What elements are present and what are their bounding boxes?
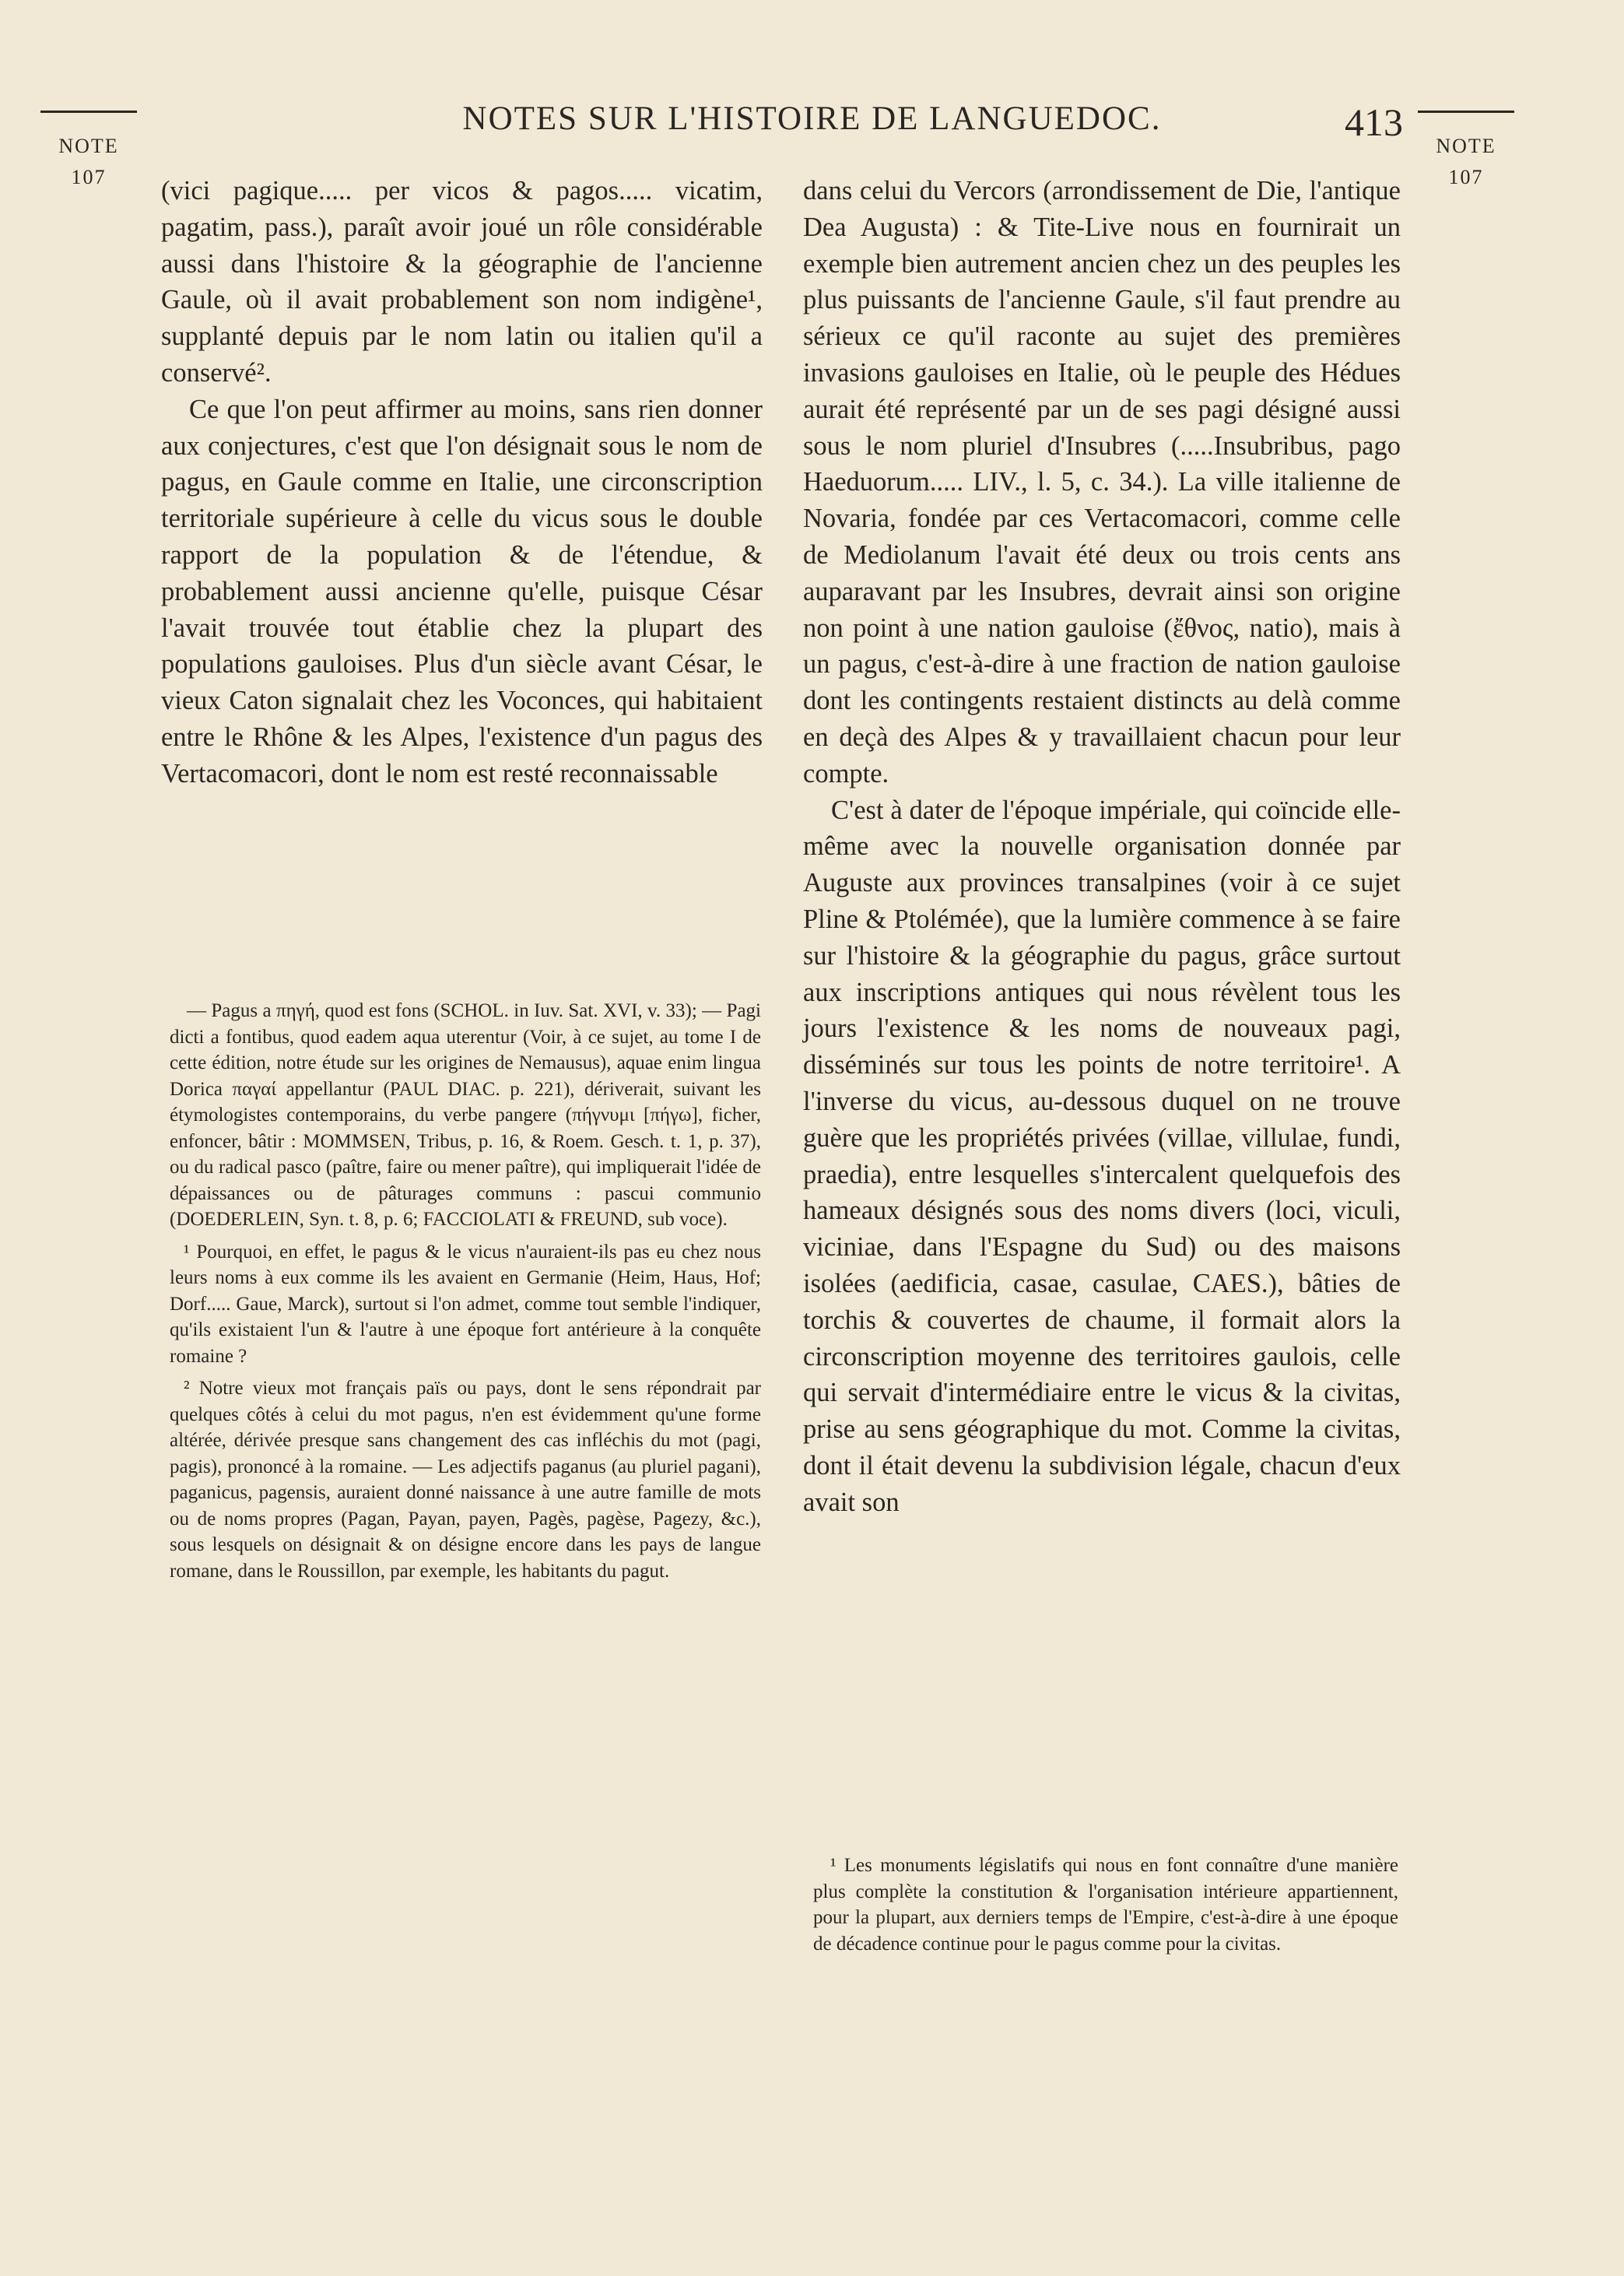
right-margin-label: NOTE bbox=[1436, 135, 1496, 157]
left-margin-number: 107 bbox=[71, 166, 107, 188]
footnote-right-1: ¹ Les monuments législatifs qui nous en font connaître d'une manière plus complète la constitution & l'organisation intérieure appartiennent, pour la plupart, aux derniers temps de l'Empire, c'est-à-dire à une époque de décadence continue pour le pagus comme pour la civitas. bbox=[813, 1855, 1398, 1955]
running-title: NOTES SUR L'HISTOIRE DE LANGUEDOC. bbox=[462, 100, 1162, 137]
left-margin-label: NOTE bbox=[58, 135, 119, 157]
right-margin-note bbox=[1418, 131, 1514, 193]
left-paragraph-1: (vici pagique..... per vicos & pagos..... vicatim, pagatim, pass.), paraît avoir joué un rôle considérable aussi dans l'histoire & la géographie de l'ancienne Gaule, où il avait probablement son nom indigène¹, supplanté depuis par le nom latin ou italien qu'il a conservé². bbox=[161, 176, 763, 388]
right-paragraph-1: dans celui du Vercors (arrondissement de Die, l'antique Dea Augusta) : & Tite-Live nous en fournirait un exemple bien autrement ancien chez un des peuples les plus puissants de l'ancienne Gaule, s'il faut prendre au sérieux ce qu'il raconte au sujet des premières invasions gauloises en Italie, où le peuple des Hédues aurait été représenté par un de ses pagi désigné aussi sous le nom pluriel d'Insubres (.....Insubribus, pago Haeduorum..... LIV., l. 5, c. 34.). La ville italienne de Novaria, fondée par ces Vertacomacori, comme celle de Mediolanum l'avait été deux ou trois cents ans auparavant par les Insubres, devrait ainsi son origine non point à une nation gauloise (ἔθνος, natio), mais à un pagus, c'est-à-dire à une fraction de nation gauloise dont les contingents restaient distincts au delà comme en deçà des Alpes & y travaillaient chacun pour leur compte. bbox=[803, 176, 1401, 789]
page-number: 413 bbox=[1345, 100, 1403, 144]
right-margin-rule bbox=[1418, 111, 1514, 113]
footnote-1: ¹ Pourquoi, en effet, le pagus & le vicus n'auraient-ils pas eu chez nous leurs noms à eux comme ils les avaient en Germanie (Heim, Haus, Hof; Dorf..... Gaue, Marck), surtout si l'on admet, comme tout semble l'indiquer, qu'ils existaient l'un & l'autre à une époque fort antérieure à la conquête romaine ? bbox=[170, 1241, 761, 1367]
left-column-notes bbox=[170, 998, 761, 1584]
left-column-body bbox=[161, 173, 763, 792]
footnote-etymology: — Pagus a πηγή, quod est fons (SCHOL. in Iuv. Sat. XVI, v. 33); — Pagi dicti a fontibus, quod eadem aqua uterentur (Voir, à ce sujet, au tome I de cette édition, notre étude sur les origines de Nemausus), aquae enim lingua Dorica παγαί appellantur (PAUL DIAC. p. 221), dériverait, suivant les étymologistes contemporains, du verbe pangere (πήγνυμι [πήγω], ficher, enfoncer, bâtir : MOMMSEN, Tribus, p. 16, & Roem. Gesch. t. 1, p. 37), ou du radical pasco (paître, faire ou mener paître), qui impliquerait l'idée de dépaissances ou de pâturages communs : pascui communio (DOEDERLEIN, Syn. t. 8, p. 6; FACCIOLATI & FREUND, sub voce). bbox=[170, 1000, 761, 1230]
left-paragraph-2: Ce que l'on peut affirmer au moins, sans rien donner aux conjectures, c'est que l'on désignait sous le nom de pagus, en Gaule comme en Italie, une circonscription territoriale supérieure à celle du vicus sous le double rapport de la population & de l'étendue, & probablement aussi ancienne qu'elle, puisque César l'avait trouvée tout établie chez la plupart des populations gauloises. Plus d'un siècle avant César, le vieux Caton signalait chez les Voconces, qui habitaient entre le Rhône & les Alpes, l'existence d'un pagus des Vertacomacori, dont le nom est resté reconnaissable bbox=[161, 394, 763, 789]
right-column-notes bbox=[813, 1853, 1398, 1957]
right-column-body bbox=[803, 173, 1401, 1520]
footnote-2: ² Notre vieux mot français païs ou pays, dont le sens répondrait par quelques côtés à celui du mot pagus, n'en est évidemment qu'une forme altérée, dérivée presque sans changement des cas infléchis du mot (pagi, pagis), prononcé à la romaine. — Les adjectifs paganus (au pluriel pagani), paganicus, pagensis, auraient donné naissance à une autre famille de mots ou de noms propres (Pagan, Payan, payen, Pagès, pagèse, Pagezy, &c.), sous lesquels on désignait & on désigne encore dans les pays de langue romane, dans le Roussillon, par exemple, les habitants du pagut. bbox=[170, 1378, 761, 1582]
right-margin-number: 107 bbox=[1448, 166, 1484, 188]
left-margin-note bbox=[40, 131, 137, 193]
right-paragraph-2: C'est à dater de l'époque impériale, qui coïncide elle-même avec la nouvelle organisation donnée par Auguste aux provinces transalpines (voir à ce sujet Pline & Ptolémée), que la lumière commence à se faire sur l'histoire & la géographie du pagus, grâce surtout aux inscriptions antiques qui nous révèlent tous les jours l'existence & les noms de nouveaux pagi, disséminés sur tous les points de notre territoire¹. A l'inverse du vicus, au-dessous duquel on ne trouve guère que les propriétés privées (villae, villulae, fundi, praedia), entre lesquelles s'intercalent quelquefois des hameaux désignés sous des noms divers (loci, viculi, viciniae, dans l'Espagne du Sud) ou des maisons isolées (aedificia, casae, casulae, CAES.), bâties de torchis & couvertes de chaume, il formait alors la circonscription moyenne des territoires gaulois, celle qui servait d'intermédiaire entre le vicus & la civitas, prise au sens géographique du mot. Comme la civitas, dont il était devenu la subdivision légale, chacun d'eux avait son bbox=[803, 795, 1401, 1517]
